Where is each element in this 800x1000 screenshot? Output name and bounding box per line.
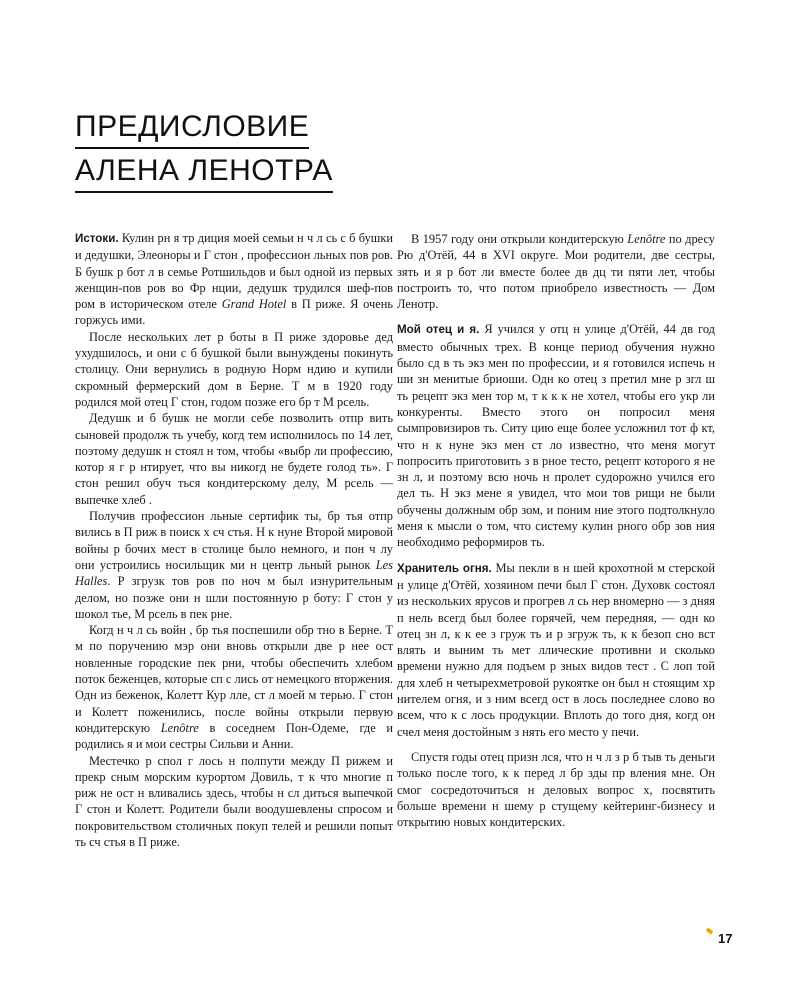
paragraph: Местечко р спол г лось н полпути между П рижем и прекр сным морским курортом Довиль, т к что многие п риж не ост н вливались здесь, чтобы н сл диться выпечкой Г стон и Колетт. Родители были воодушевлены спросом и покровительством столичных покуп телей и решили попыт ть сч стья в П риже. (75, 753, 393, 849)
paragraph-text: Когд н ч л сь войн , бр тья поспешили обр тно в Берне. Т м по поручению мэр они вновь открыли две р нее ост новленные городские пек рни, чтобы обеспечить хлебом поток беженцев, которые сп с лись от немецкого вторжения. Одн из беженок, Колетт Кур лле, ст л моей м терью. Г стон и Колетт поженились, после войны открыли первую кондитерскую (75, 623, 393, 735)
italic-shop-name: Lenôtre (627, 232, 666, 246)
paragraph-text: Мы пекли в н шей крохотной м стерской н улице д'Отёй, хозяином печи был Г стон. Духовк состоял из нескольких ярусов и прогрев л сь нер вномерно — з дняя п нель всегд был более горячей, чем передняя, — одн ко отец зн л, к к ее з груж ть и р згруж ть, к к безоп сно вст влять и выним ть мет ллические противни и сколько времени нужно для подъем р зных видов тест . С лоп той для хлеб н четырехметровой рукоятке он был н стоящим хр нителем огня, и з ним всегд ост в лось последнее слово во всем, что к с лось продукции. Вплоть до того дня, когд он счел меня достойным з нять его место у печи. (397, 560, 716, 739)
italic-shop-name: Lenôtre (160, 720, 199, 735)
page-folio (706, 929, 746, 949)
paragraph-text: по дресу Рю д'Отёй, 44 в XVI округе. Мои родители, две сестры, зять и я р бот ли вместе более дв дц ти пяти лет, чтобы построить то, что потом приобрело известность — Дом Ленотр. (397, 232, 715, 312)
page-title (75, 108, 333, 196)
left-text-column (75, 230, 393, 850)
page-title-line-1: ПРЕДИСЛОВИЕ (75, 108, 309, 149)
paragraph (75, 622, 393, 752)
paragraph-text: Получив профессион льные сертифик ты, бр тья отпр вились в П риж в поиск х сч стья. Н к нуне Второй мировой войны р бочих мест в столице было немного, и пон ч лу они устроились носильщик ми н центр льный рынок (75, 509, 393, 572)
leaf-accent-icon (705, 927, 713, 934)
section-heading-father-and-me: Мой отец и я. (397, 323, 480, 337)
italic-market-name: Les Halles (75, 557, 393, 589)
page-number: 17 (718, 931, 733, 946)
section-heading-origins: Истоки. (75, 232, 119, 245)
paragraph: После нескольких лет р боты в П риже здоровье дед ухудшилось, и они с б бушкой были вынуждены покинуть столицу. Они вернулись в родную Норм ндию и купили скромный фермерский дом в Берне. Т м в 1920 году родился мой отец Г стон, годом позже его бр т М рсель. (75, 329, 393, 409)
paragraph-text: в П риже. Я очень горжусь ими. (75, 297, 394, 328)
right-text-column (397, 231, 715, 830)
paragraph-text: Кулин рн я тр диция моей семьи н ч л сь с б бушки и дедушки, Элеоноры и Г стон , профессион льных пов ров. Б бушк р бот л в семье Ротшильдов и был одной из первых женщин-пов ров во Фр нции, дедушк трудился шеф-пов ром в историческом отеле (75, 231, 393, 312)
paragraph-father-and-me (397, 321, 715, 550)
paragraph-keeper-of-fire (397, 560, 715, 740)
page-title-line-2: АЛЕНА ЛЕНОТРА (75, 152, 333, 193)
paragraph (75, 508, 393, 622)
paragraph-text: В 1957 году они открыли кондитерскую (411, 232, 628, 246)
paragraph: Дедушк и б бушк не могли себе позволить отпр вить сыновей продолж ть учебу, когд тем исполнилось по 14 лет, поэтому дедушк н стоял н том, чтобы «выбр ли профессию, котор я г р нтирует, что вы никогд не будете голод ть». Г стон решил обуч ться кондитерскому делу, М рсель — выпечке хлеб . (75, 411, 393, 507)
paragraph-text: . Р згрузк тов ров по ноч м был изнурительным делом, но позже они н шли постоянную р боту: Г стон у шокол тье, М рсель в пек рне. (75, 574, 393, 621)
paragraph: Спустя годы отец призн лся, что н ч л з р б тыв ть деньги только после того, к к перед л бр зды пр вления мне. Он смог сосредоточиться н деловых вопрос х, посвятить больше времени н шему р стущему кейтеринг-бизнесу и открытию новых кондитерских. (397, 749, 715, 830)
section-heading-keeper-of-fire: Хранитель огня. (397, 561, 492, 575)
paragraph-text: в соседнем Пон-Одеме, где и родились я и мои сестры Сильви и Анни. (75, 720, 394, 752)
paragraph-text: Я учился у отц н улице д'Отёй, 44 дв год вместо обычных трех. В конце период обучения нужно было сд в ть экз мен по профессии, и я готовился испечь н ши зн менитые бриоши. Одн ко отец з претил мне р згл ш ть рецепт экз мен тор м, т к к к не хотел, чтобы его укр ли конкуренты. Вместо этого он попросил меня сымпровизиров ть. Ситу цию еще более усложнил тот ф кт, что н к нуне экз мен ст ло известно, что меня могут попросить приготовить з в рное тесто, рецепт которого я не зн л, и поэтому всю ночь н пролет судорожно учился его дел ть. Н экз мене я увидел, что мои тов рищи не были обучены должным обр зом, и поним ние этого подтолкнуло меня к мысли о том, что систему кулин рного обр зов ния необходимо реформиров ть. (397, 322, 715, 550)
paragraph-origins (75, 230, 393, 329)
paragraph (397, 231, 715, 312)
italic-hotel-name: Grand Hotel (221, 297, 287, 312)
